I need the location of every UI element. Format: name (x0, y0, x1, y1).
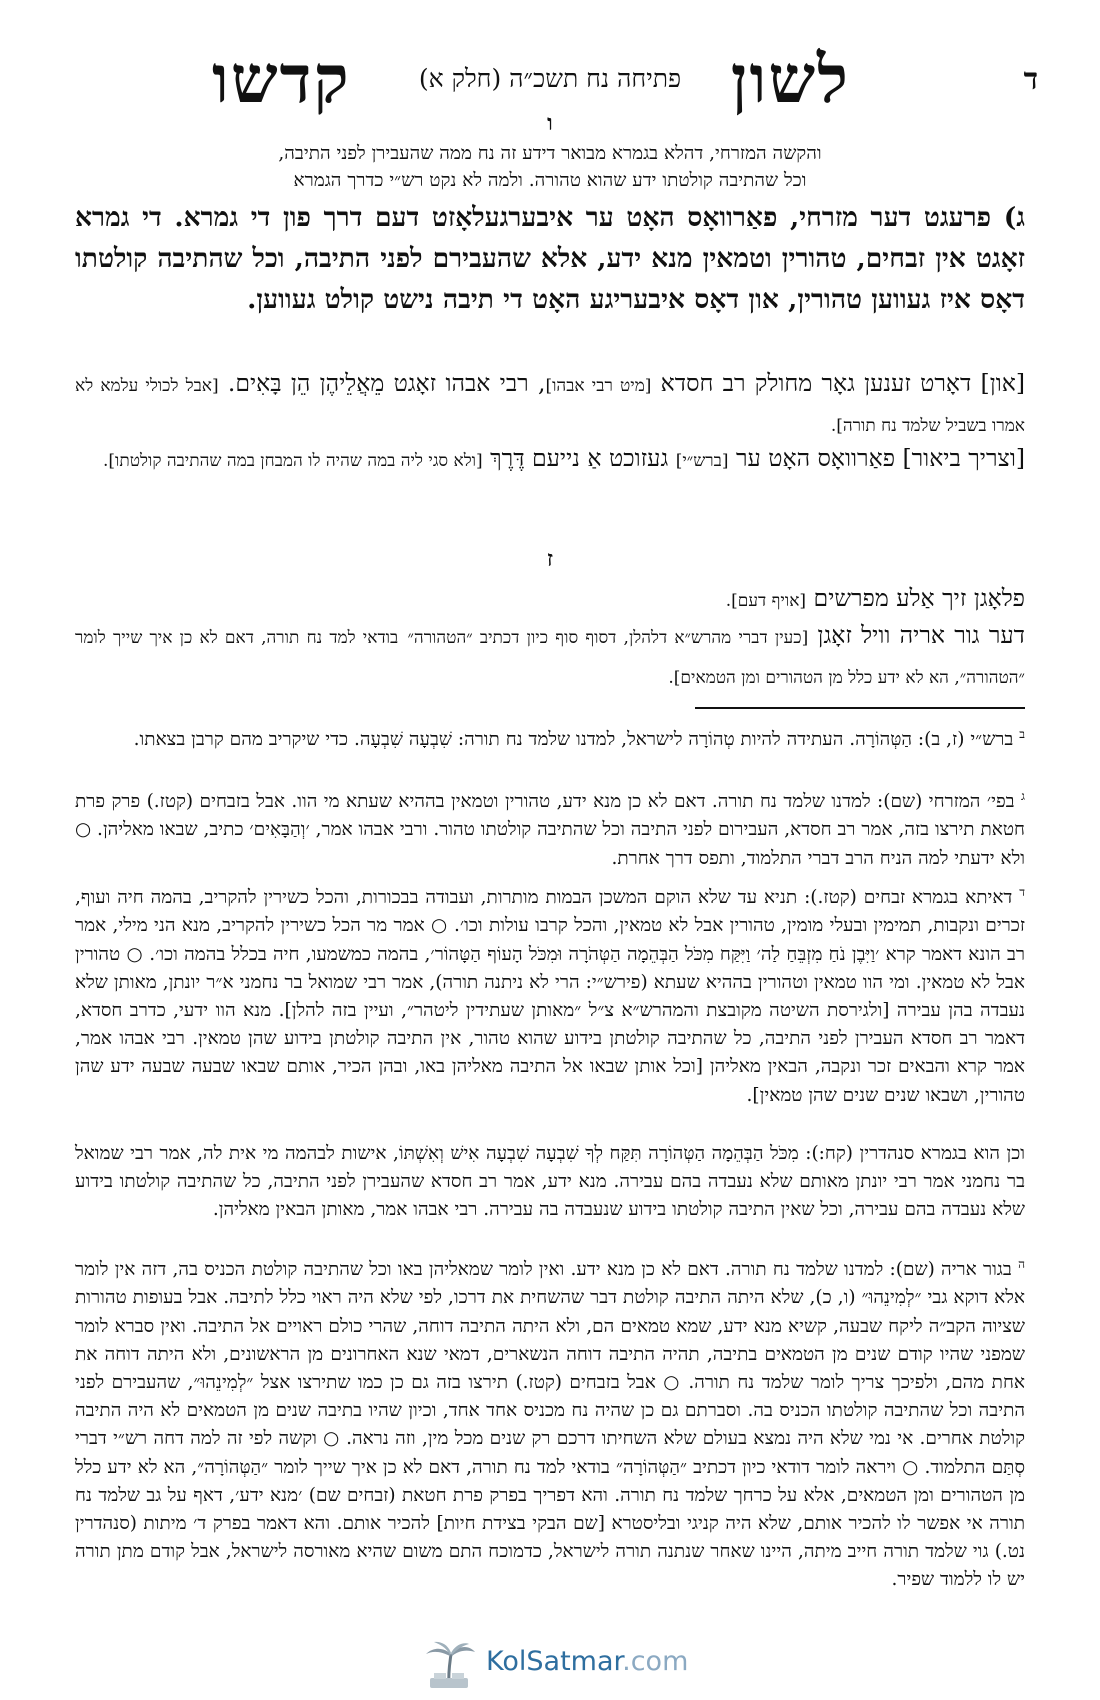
footnote (75, 782, 1025, 873)
section-6-summary (140, 140, 960, 194)
footnote-text: בגור אריה (שם): למדנו שלמד נח תורה. דאם לא כן מנא ידע. ואין לומר שמאליהן באו וכל שהתיבה קולטת הכניס בה, דזה אין לומר אלא דוקא גבי ״לְמִינֵהוּ״ (ו, כ), שלא היתה התיבה קולטת דבר שהשחית את דרכו, לפי שלא היה ראוי כלל לתיבה. אבל בעופות טהורות שציוה הקב״ה ליקח שבעה, קשיא מנא ידע, שמא טמאים הם, ולא היתה התיבה דוחה, שהרי כולם ראויים אל התיבה. ואין סברא לומר שמפני שהיו קודם שנים מן הטמאים בתיבה, תהיה התיבה דוחה הנשארים, דמאי שנא האחרונים מן הראשונים, ולא היתה דוחה את אחת מהם, ולפיכך צריך לומר שלמד נח תורה. ○ אבל בזבחים (קטז.) תירצו בזה גם כן כמו שתירצו אצל ״לְמִינֵהוּ״, שהעבירם לפני התיבה וכל שהתיבה קולטתו הכניס בה. וסברתם גם כן שהיה נח מכניס אחד אחד, וכיון שהיו בתיבה שנים מן הטמאים לא היה התיבה קולטת אחרים. אי נמי שלא היה נמצא בעולם שלא השחיתו דרכם רק שנים מכל מין, וזה נראה. ○ וקשה לפי זה למה דחה רש״י דברי סְתַּם התלמוד. ○ ויראה לומר דודאי כיון דכתיב ״הַטְּהוֹרָה״ בודאי למד נח תורה, דאם לא כן איך שייך לומר ״הַטְּהוֹרָה״, הא לא ידע כלל מן הטהורים ומן הטמאים, אלא על כרחך שלמד נח תורה. והא דפריך בפרק פרת חטאת (זבחים שם) ׳מנא ידע׳, דאף על גב שלמד נח תורה אי אפשר לו להכיר אותם, שלא היה קניגי ובליסטרא [שם הבקי בצידת חיות] להכיר אותם. והא דאמר בפרק ד׳ מיתות (סנהדרין נט.) גוי שלמד תורה חייב מיתה, היינו שאחר שנתנה תורה לישראל, כדמוכח התם משום שהיא מאורסה לישראל, אבל קודם מתן תורה יש לו ללמוד שפיר. (75, 1259, 1026, 1591)
footnote-mark: ב (1019, 727, 1025, 741)
text-run: דער גור אריה וויל זאָגן (808, 621, 1025, 649)
header-title-left: קדשו (212, 40, 351, 118)
bracket-note: [אבל לכולי עלמא לא אמרו בשביל שלמד נח תורה]. (75, 376, 1025, 436)
footnote-continuation (75, 1140, 1025, 1225)
bracket-note: [אויף דעם]. (725, 591, 807, 611)
bracket-note: [מיט רבי אבהו] (545, 376, 652, 396)
footnote (75, 878, 1025, 1110)
section-7-paragraph-2 (75, 617, 1025, 697)
text-run: געזוכט אַ נייעם דֶּרֶךְ (482, 444, 676, 472)
section-6-paragraph-3 (75, 440, 1025, 480)
bracket-note: בודאי למד נח תורה, דאם לא כן איך שייך לומר ״הטהורה״, הא לא ידע כלל מן הטהורים ומן הטמאים]. (75, 628, 1025, 688)
text-run: , רבי אבהו זאָגט מֵאֲלֵיהֶן הֵן בָּאִים. (218, 369, 546, 397)
footnote-text: דאיתא בגמרא זבחים (קטז.): תניא עד שלא הוקם המשכן הבמות מותרות, ועבודה בבכורות, והכל כשירין להקריב, בהמה חיה ועוף, זכרים ונקבות, תמימין ובעלי מומין, טהורין אבל לא טמאין, והכל קרבו עולות וכו׳. ○ אמר מר הכל כשירין להקריב, מנא הני מילי, אמר רב הונא דאמר קרא ׳וַיִּבֶן נֹחַ מִזְבֵּחַ לַה׳ וַיִּקַּח מִכֹּל הַבְּהֵמָה הַטְּהֹרָה וּמִכֹּל הָעוֹף הַטָּהוֹר׳, בהמה כמשמעו, חיה בכלל בהמה וכו׳. ○ טהורין אבל לא טמאין. ומי הוו טמאין וטהורין בההיא שעתא (פירש״י: הרי לא ניתנה תורה), אמר רבי שמואל בר נחמני א״ר יונתן, מאותן שלא נעבדה בהן עבירה [ולגירסת השיטה מקובצת והמהרש״א צ״ל ״מאותן שעתידין ליטהר״, ועיין בזה להלן]. מנא הוו ידעי, כדרב חסדא, דאמר רב חסדא העבירן לפני התיבה, כל שהתיבה קולטתן בידוע שהוא טהור, אין התיבה קולטתן בידוע שהן טמאין. רבי אבהו אמר, אמר קרא והבאים זכר ונקבה, הבאין מאליהן [וכל אותן שבאו אל התיבה מאליהן באו, ובהן הכיר, אותם שבאו שבעה שבעה ידע שהן טהורין, ושבאו שנים שנים שהן טמאין]. (75, 887, 1025, 1106)
watermark-domain: .com (622, 1646, 689, 1677)
header-title-right: לשון (730, 40, 850, 118)
text-run: [און] דאָרט זענען גאָר מחולק רב חסדא (651, 369, 1025, 397)
footnote-mark: ד (1019, 885, 1025, 899)
footnote-mark: ג (1021, 789, 1025, 803)
text-run: פלאָגן זיך אַלע מפרשים (806, 584, 1025, 612)
footnote-mark: ה (1018, 1257, 1025, 1271)
footnote-text: וכן הוא בגמרא סנהדרין (קח:): מִכֹּל הַבְּהֵמָה הַטְּהוֹרָה תִּקַּח לְךָ שִׁבְעָה שִׁבְעָה אִישׁ וְאִשְׁתּוֹ, אישות לבהמה מי אית לה, אמר רבי שמואל בר נחמני אמר רבי יונתן מאותם שלא נעבדה בהם עבירה. מנא ידע, אמר רב חסדא שהעבירן לפני התיבה, כל שהתיבה קולטתו בידוע שלא נעבדה בהם עבירה, וכל שאין התיבה קולטתו בידוע שנעבדה בה עבירה. רבי אבהו אמר, מאותן הבאין מאליהן. (75, 1143, 1025, 1221)
watermark (0, 1640, 1100, 1690)
section-number-6: ו (547, 110, 553, 136)
section-6-paragraph-1: ג) פרעגט דער מזרחי, פאַרוואָס האָט ער איבערגעלאָזט דעם דרך פון די גמרא. די גמרא זאָגט אין זבחים, טהורין וטמאין מנא ידע, אלא שהעבירם לפני התיבה, וכל שהתיבה קולטתו דאָס איז געווען טהורין, און דאָס איבעריגע האָט די תיבה נישט קולט געווען. (75, 202, 1025, 315)
footnote (75, 720, 1025, 754)
palm-tree-logo-icon (420, 1640, 478, 1690)
footnote-text: ברש״י (ז, ב): הַטְּהוֹרָה. העתידה להיות טְהוֹרָה לישראל, למדנו שלמד נח תורה: שִׁבְעָה שִׁבְעָה. כדי שיקריב מהם קרבן בצאתו. (133, 729, 1014, 751)
page-number: ד (1023, 62, 1038, 97)
bracket-note: [ברש״י] (675, 451, 729, 471)
section-7-paragraph-1 (75, 580, 1025, 620)
section-number-7: ז (546, 546, 554, 572)
watermark-brand: KolSatmar (486, 1646, 623, 1677)
header-subtitle: פתיחה נח תשכ״ה (חלק א) (418, 64, 682, 93)
running-header (0, 40, 1100, 120)
text-run: [וצריך ביאור] פאַרוואָס האָט ער (728, 444, 1025, 472)
bracket-note: [ולא סגי ליה במה שהיה לו המבחן במה שהתיבה קולטתו]. (103, 451, 483, 471)
footnote-text: בפי׳ המזרחי (שם): למדנו שלמד נח תורה. דאם לא כן מנא ידע, טהורין וטמאין בההיא שעתא מי הוו. אבל בזבחים (קטז.) פרק פרת חטאת תירצו בזה, אמר רב חסדא, העבירום לפני התיבה וכל שהתיבה קולטתו טהור. ורבי אבהו אמר, ׳וְהַבָּאִים׳ כתיב, שבאו מאליהן. ○ ולא ידעתי למה הניח הרב דברי התלמוד, ותפס דרך אחרת. (75, 791, 1025, 869)
section-6-paragraph-2 (75, 365, 1025, 445)
summary-line: וכל שהתיבה קולטתו ידע שהוא טהורה. ולמה לא נקט רש״י כדרך הגמרא (293, 170, 807, 191)
footnote-divider (695, 707, 1025, 709)
footnote (75, 1250, 1025, 1595)
watermark-text (486, 1646, 688, 1677)
summary-line: והקשה המזרחי, דהלא בגמרא מבואר דידע זה נח ממה שהעבירן לפני התיבה, (278, 143, 822, 164)
bracket-note: [כעין דברי מהרש״א דלהלן, דסוף סוף כיון דכתיב ״הטהורה״ (407, 628, 809, 648)
